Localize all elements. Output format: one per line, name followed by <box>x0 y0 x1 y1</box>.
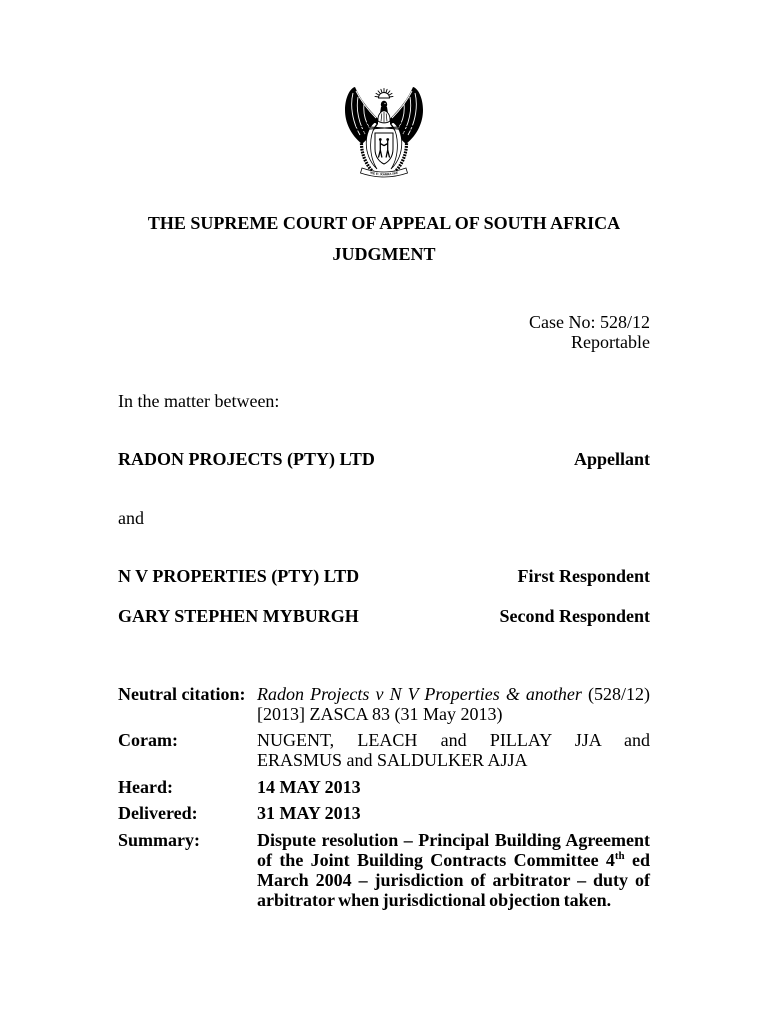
neutral-citation-value <box>257 684 650 724</box>
rising-sun-icon <box>375 89 393 99</box>
second-respondent-row <box>118 606 650 626</box>
delivered-date: 31 MAY 2013 <box>257 803 361 823</box>
citation-line <box>257 684 650 704</box>
detail-label: Heard: <box>118 777 173 797</box>
coram-row <box>118 730 650 770</box>
coram-line: NUGENT, LEACH and PILLAY JJA and <box>257 730 650 750</box>
party-name: N V PROPERTIES (PTY) LTD <box>118 566 360 586</box>
party-role: Appellant <box>573 449 650 469</box>
ordinal-suffix: th <box>614 850 625 862</box>
summary-line: March 2004 – jurisdiction of arbitrator – duty of <box>257 870 650 890</box>
reportable-status: Reportable <box>571 332 650 352</box>
detail-label: Summary: <box>118 830 200 850</box>
delivered-row <box>118 803 650 823</box>
party-role: First Respondent <box>517 566 650 586</box>
case-name: Radon Projects v N V Properties & another <box>257 684 582 704</box>
summary-line <box>257 850 650 870</box>
coram-line: ERASMUS and SALDULKER AJJA <box>257 750 528 770</box>
detail-label: Delivered: <box>118 803 198 823</box>
motto-scroll <box>361 168 408 177</box>
party-name: GARY STEPHEN MYBURGH <box>118 606 359 626</box>
protea-flower <box>378 111 390 123</box>
summary-line: Dispute resolution – Principal Building Agreement <box>257 830 650 850</box>
summary-value <box>257 830 650 910</box>
party-name: RADON PROJECTS (PTY) LTD <box>118 449 375 469</box>
case-info <box>118 312 650 352</box>
coat-of-arms-icon <box>344 83 424 183</box>
neutral-citation-row <box>118 684 650 724</box>
citation-reference: [2013] ZASCA 83 (31 May 2013) <box>257 704 503 724</box>
summary-line: arbitrator when jurisdictional objection taken. <box>257 890 612 910</box>
shield <box>375 133 393 164</box>
party-role: Second Respondent <box>499 606 650 626</box>
summary-row <box>118 830 650 910</box>
motto-text-path: !KE E: /XARRA //KE <box>369 170 399 177</box>
document-type-heading: JUDGMENT <box>332 244 436 264</box>
heard-row <box>118 777 650 797</box>
summary-line-text: of the Joint Building Contracts Committee 4 <box>257 850 615 870</box>
coram-value <box>257 730 650 770</box>
matter-intro: In the matter between: <box>118 391 280 411</box>
appellant-row <box>118 449 650 469</box>
first-respondent-row <box>118 566 650 586</box>
case-number-ref: (528/12) <box>588 684 651 704</box>
detail-label: Coram: <box>118 730 178 750</box>
heard-date: 14 MAY 2013 <box>257 777 361 797</box>
party-conjunction: and <box>118 508 144 528</box>
court-name-heading: THE SUPREME COURT OF APPEAL OF SOUTH AFRICA <box>147 213 621 233</box>
case-number: Case No: 528/12 <box>529 312 650 332</box>
summary-line-text: ed <box>632 850 650 870</box>
detail-label: Neutral citation: <box>118 684 246 704</box>
